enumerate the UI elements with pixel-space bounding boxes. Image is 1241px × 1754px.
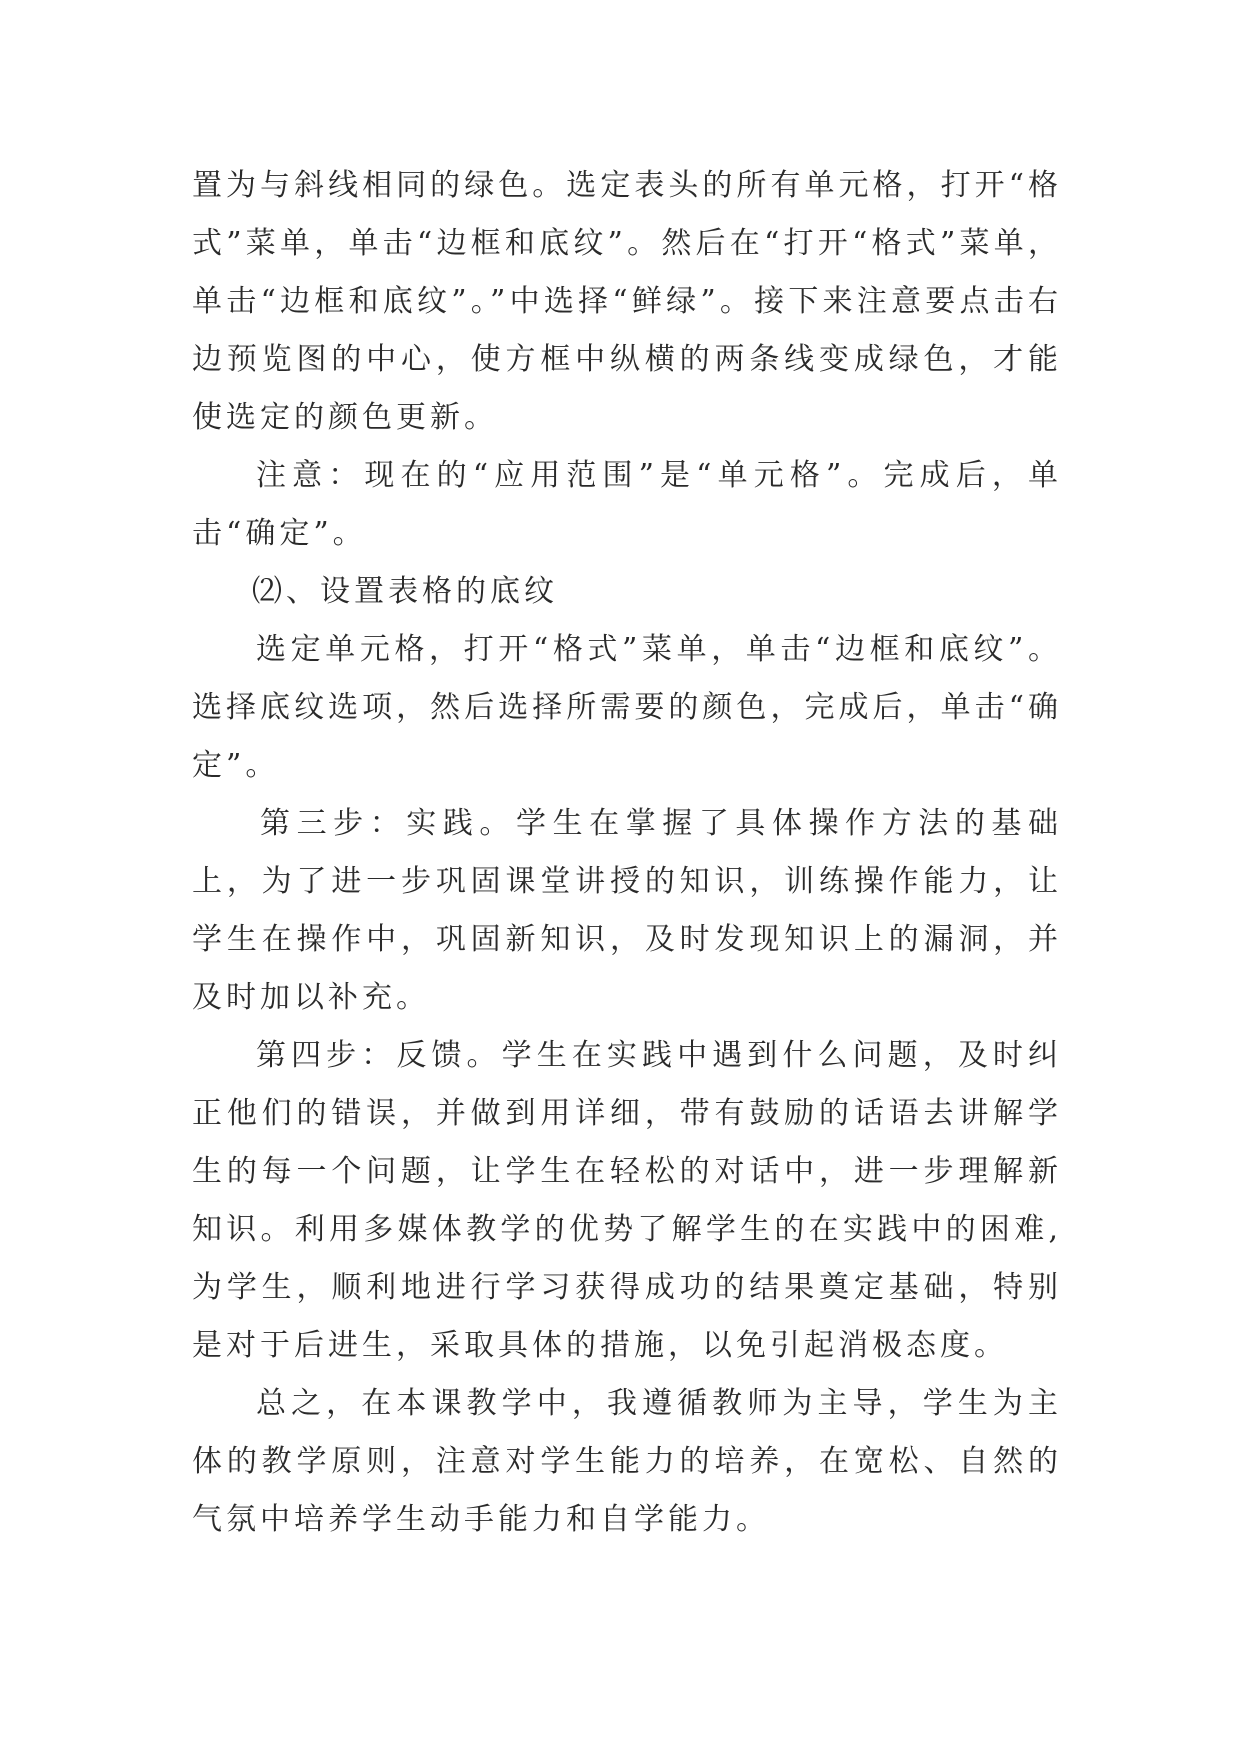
paragraph-shading-steps: 选定单元格，打开“格式”菜单，单击“边框和底纹”。选择底纹选项，然后选择所需要的颜色，完成后，单击“确定”。 bbox=[192, 632, 1062, 783]
subheading-table-shading: ⑵、设置表格的底纹 bbox=[252, 574, 558, 609]
paragraph-summary: 总之，在本课教学中，我遵循教师为主导，学生为主体的教学原则，注意对学生能力的培养，在宽松、自然的气氛中培养学生动手能力和自学能力。 bbox=[192, 1386, 1062, 1537]
document-body bbox=[192, 157, 1062, 1549]
paragraph-step-four-feedback: 第四步：反馈。学生在实践中遇到什么问题，及时纠正他们的错误，并做到用详细，带有鼓励的话语去讲解学生的每一个问题，让学生在轻松的对话中，进一步理解新知识。利用多媒体教学的优势了解学生的在实践中的困难,为学生，顺利地进行学习获得成功的结果奠定基础，特别是对于后进生，采取具体的措施，以免引起消极态度。 bbox=[192, 1038, 1062, 1363]
paragraph-step-three-practice: 第三步：实践。学生在掌握了具体操作方法的基础上，为了进一步巩固课堂讲授的知识，训练操作能力，让学生在操作中，巩固新知识，及时发现知识上的漏洞，并及时加以补充。 bbox=[192, 806, 1062, 1015]
paragraph-note-apply-range: 注意：现在的“应用范围”是“单元格”。完成后，单击“确定”。 bbox=[192, 458, 1062, 551]
paragraph-border-color-steps: 置为与斜线相同的绿色。选定表头的所有单元格，打开“格式”菜单，单击“边框和底纹”。然后在“打开“格式”菜单，单击“边框和底纹”。”中选择“鲜绿”。接下来注意要点击右边预览图的中心，使方框中纵横的两条线变成绿色，才能使选定的颜色更新。 bbox=[192, 168, 1062, 435]
